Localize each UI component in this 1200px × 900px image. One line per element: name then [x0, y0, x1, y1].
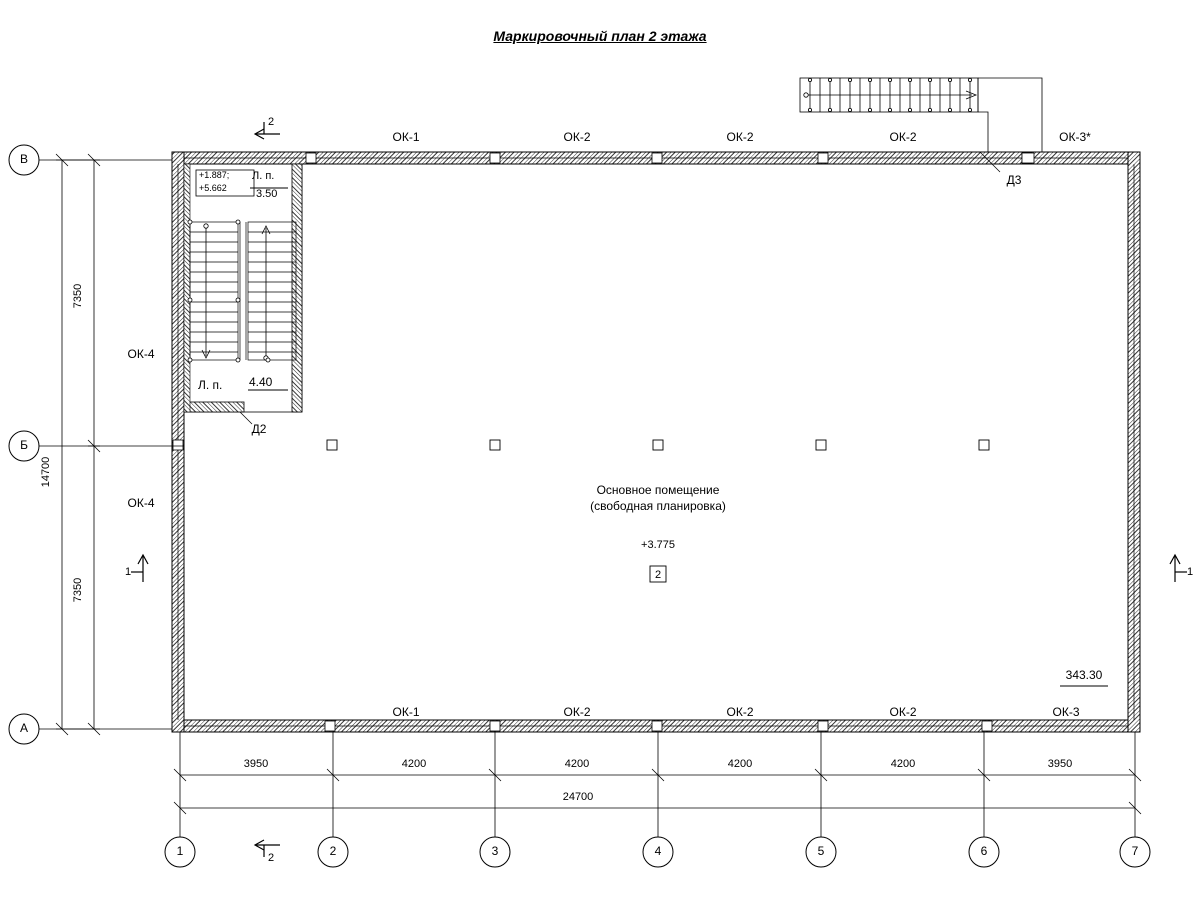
dim-h-6: 3950: [1047, 758, 1073, 770]
axis-number-6: 6: [980, 844, 988, 858]
stair-hall-area-bottom: 4.40: [249, 375, 273, 389]
main-room-label-line1: Основное помещение: [596, 483, 720, 497]
drawing-title: Маркировочный план 2 этажа: [493, 28, 707, 44]
window-label-top-3: ОК-2: [726, 130, 754, 144]
window-label-bottom-5: ОК-3: [1052, 705, 1080, 719]
window-label-left-2: ОК-4: [127, 496, 155, 510]
dim-h-2: 4200: [401, 758, 427, 770]
dim-v-2: 7350: [72, 577, 84, 603]
window-label-top-1: ОК-1: [392, 130, 420, 144]
axis-number-7: 7: [1131, 844, 1139, 858]
axis-number-5: 5: [817, 844, 825, 858]
axis-letter-a: А: [19, 721, 29, 735]
axis-number-1: 1: [176, 844, 184, 858]
main-room-elevation: +3.775: [641, 539, 675, 551]
dim-v-1: 7350: [72, 283, 84, 309]
window-label-bottom-1: ОК-1: [392, 705, 420, 719]
dim-h-5: 4200: [890, 758, 916, 770]
window-label-top-5: ОК-3*: [1059, 130, 1091, 144]
window-label-bottom-4: ОК-2: [889, 705, 917, 719]
stair-hall-label-bottom: Л. п.: [198, 378, 223, 392]
dim-h-4: 4200: [727, 758, 753, 770]
dim-h-1: 3950: [243, 758, 269, 770]
dim-v-total: 14700: [40, 456, 52, 488]
main-room-number: 2: [654, 569, 662, 581]
door-label-d2: Д2: [251, 422, 267, 436]
axis-letter-v: В: [19, 152, 29, 166]
dim-h-3: 4200: [564, 758, 590, 770]
stair-elevation-bottom: +5.662: [199, 183, 227, 193]
axis-number-3: 3: [491, 844, 499, 858]
axis-number-2: 2: [329, 844, 337, 858]
section-mark-2-top: 2: [267, 116, 275, 128]
dim-h-total: 24700: [562, 791, 594, 803]
window-label-bottom-3: ОК-2: [726, 705, 754, 719]
section-mark-2-bottom: 2: [267, 852, 275, 864]
window-label-top-4: ОК-2: [889, 130, 917, 144]
window-label-bottom-2: ОК-2: [563, 705, 591, 719]
stair-elevation-top: +1.887;: [199, 170, 230, 180]
main-room-label-line2: (свободная планировка): [590, 499, 726, 513]
window-label-left-1: ОК-4: [127, 347, 155, 361]
section-mark-1-right: 1: [1186, 566, 1194, 578]
stair-hall-label-top: Л. п.: [252, 170, 275, 182]
axis-number-4: 4: [654, 844, 662, 858]
main-room-area: 343.30: [1065, 668, 1103, 682]
section-mark-1-left: 1: [124, 566, 132, 578]
axis-letter-b: Б: [20, 438, 28, 452]
door-label-d3: Д3: [1006, 173, 1022, 187]
window-label-top-2: ОК-2: [563, 130, 591, 144]
stair-hall-area-top: 3.50: [256, 188, 278, 200]
